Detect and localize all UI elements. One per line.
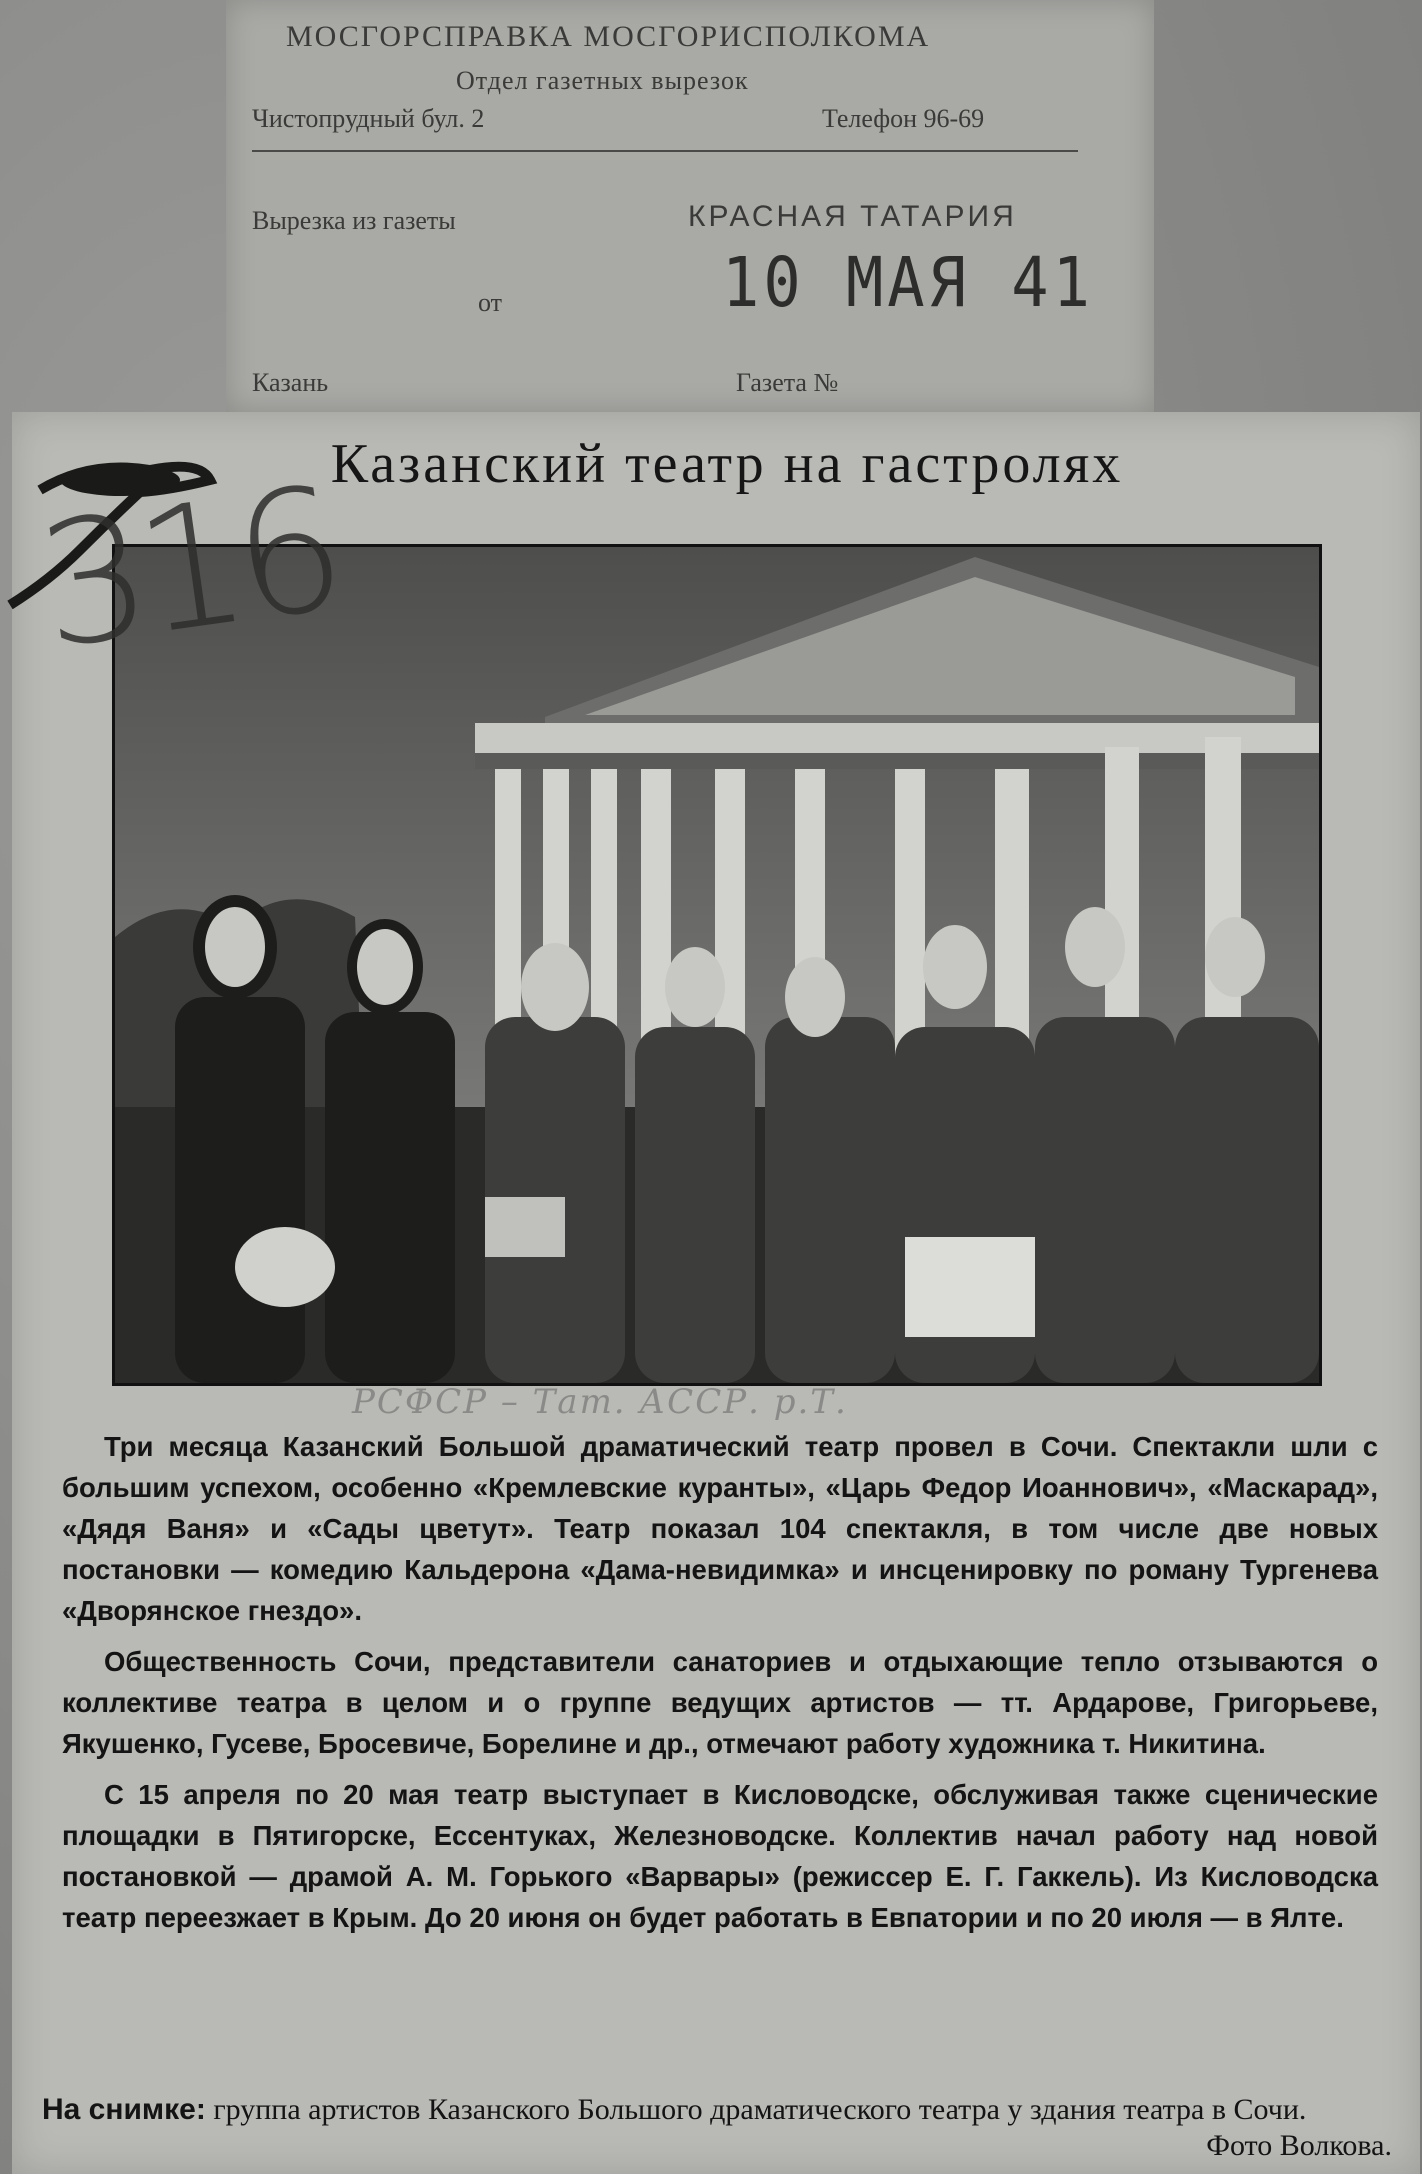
article-headline: Казанский театр на гастролях: [330, 433, 1124, 495]
stamp-divider: [252, 150, 1078, 152]
stamp-date: 10 МАЯ 41: [722, 242, 1094, 323]
pencil-annotation: РСФСР – Тат. АССР. р.Т.: [352, 1382, 848, 1422]
stamp-newspaper-name: КРАСНАЯ ТАТАРИЯ: [688, 200, 1017, 233]
theatre-photo-illustration: [115, 547, 1319, 1383]
caption-label: На снимке:: [42, 2093, 206, 2126]
stamp-city: Казань: [252, 368, 329, 397]
newspaper-clipping: [12, 412, 1420, 2174]
stamp-from-label: от: [478, 288, 503, 317]
stamp-organization: МОСГОРСПРАВКА МОСГОРИСПОЛКОМА: [286, 20, 931, 53]
photo-caption: [42, 2092, 1392, 2162]
stamp-department: Отдел газетных вырезок: [456, 66, 749, 95]
article-body: [62, 1426, 1378, 1938]
caption-text: группа артистов Казанского Большого драматического театра у здания театра в Сочи.: [205, 2093, 1307, 2126]
article-paragraph-1: Три месяца Казанский Большой драматический театр провел в Сочи. Спектакли шли с большим успехом, особенно «Кремлевские куранты», «Царь Федор Иоаннович», «Маскарад», «Дядя Ваня» и «Сады цветут». Театр показал 104 спектакля, в том числе две новых постановки — комедию Кальдерона «Дама-невидимка» и инсценировку по роману Тургенева «Дворянское гнездо».: [62, 1431, 1378, 1626]
stamp-clipping-label: Вырезка из газеты: [252, 206, 456, 235]
article-paragraph-3: С 15 апреля по 20 мая театр выступает в Кисловодске, обслуживая также сценические площадки в Пятигорске, Ессентуках, Железноводске. Коллектив начал работу над новой постановкой — драмой А. М. Горького «Варвары» (режиссер Е. Г. Гаккель). Из Кисловодска театр переезжает в Крым. До 20 июня он будет работать в Евпатории и по 20 июля — в Ялте.: [62, 1779, 1378, 1933]
stamp-number-label: Газета №: [736, 368, 839, 397]
stamp-phone: Телефон 96-69: [822, 104, 985, 133]
article-paragraph-2: Общественность Сочи, представители санаториев и отдыхающие тепло отзываются о коллективе театра в целом и о группе ведущих артистов — тт. Ардарове, Григорьеве, Якушенко, Гусеве, Бросевиче, Борелине и др., отмечают работу художника т. Никитина.: [62, 1646, 1378, 1759]
stamp-address: Чистопрудный бул. 2: [252, 104, 485, 133]
photo-credit: Фото Волкова.: [1206, 2129, 1392, 2162]
archive-stamp-label: [226, 0, 1154, 412]
group-photo: [112, 544, 1322, 1386]
handwritten-archive-number: 316: [27, 450, 347, 688]
